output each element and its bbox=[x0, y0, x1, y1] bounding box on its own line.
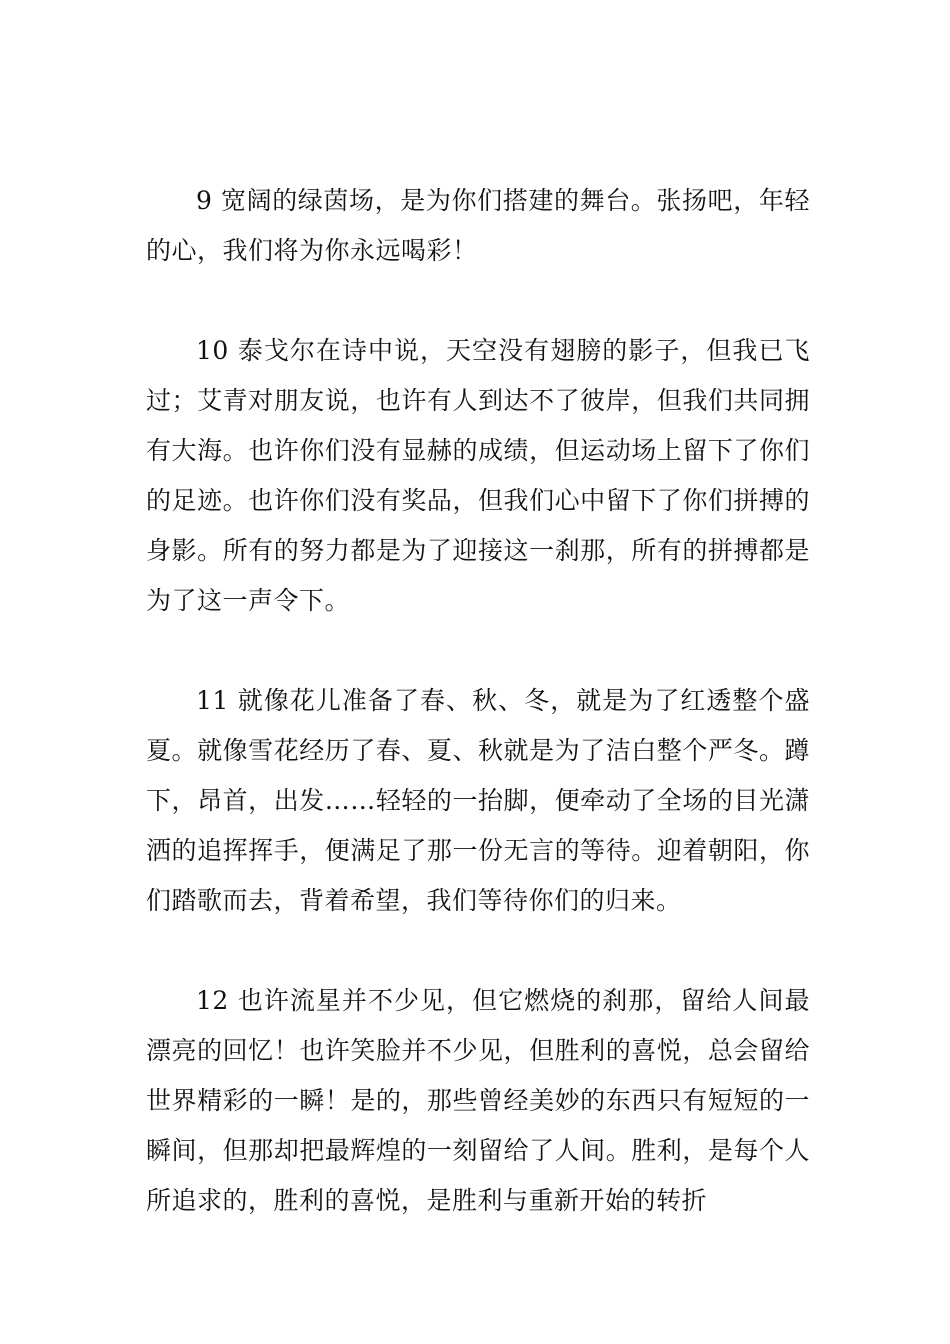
paragraph-11: 11 就像花儿准备了春、秋、冬，就是为了红透整个盛夏。就像雪花经历了春、夏、秋就是为了洁白整个严冬。蹲下，昂首，出发……轻轻的一抬脚，便牵动了全场的目光潇洒的追挥挥手，便满足了那一份无言的等待。迎着朝阳，你们踏歌而去，背着希望，我们等待你们的归来。 bbox=[146, 686, 810, 915]
paragraph-12: 12 也许流星并不少见，但它燃烧的刹那，留给人间最漂亮的回忆！也许笑脸并不少见，但胜利的喜悦，总会留给世界精彩的一瞬！是的，那些曾经美妙的东西只有短短的一瞬间，但那却把最辉煌的一刻留给了人间。胜利，是每个人所追求的，胜利的喜悦，是胜利与重新开始的转折 bbox=[146, 986, 810, 1215]
paragraph-9: 9 宽阔的绿茵场，是为你们搭建的舞台。张扬吧，年轻的心，我们将为你永远喝彩！ bbox=[146, 186, 810, 265]
paragraph-10: 10 泰戈尔在诗中说，天空没有翅膀的影子，但我已飞过；艾青对朋友说，也许有人到达不了彼岸，但我们共同拥有大海。也许你们没有显赫的成绩，但运动场上留下了你们的足迹。也许你们没有奖品，但我们心中留下了你们拼搏的身影。所有的努力都是为了迎接这一刹那，所有的拼搏都是为了这一声令下。 bbox=[146, 336, 810, 615]
document-body bbox=[146, 176, 810, 1276]
